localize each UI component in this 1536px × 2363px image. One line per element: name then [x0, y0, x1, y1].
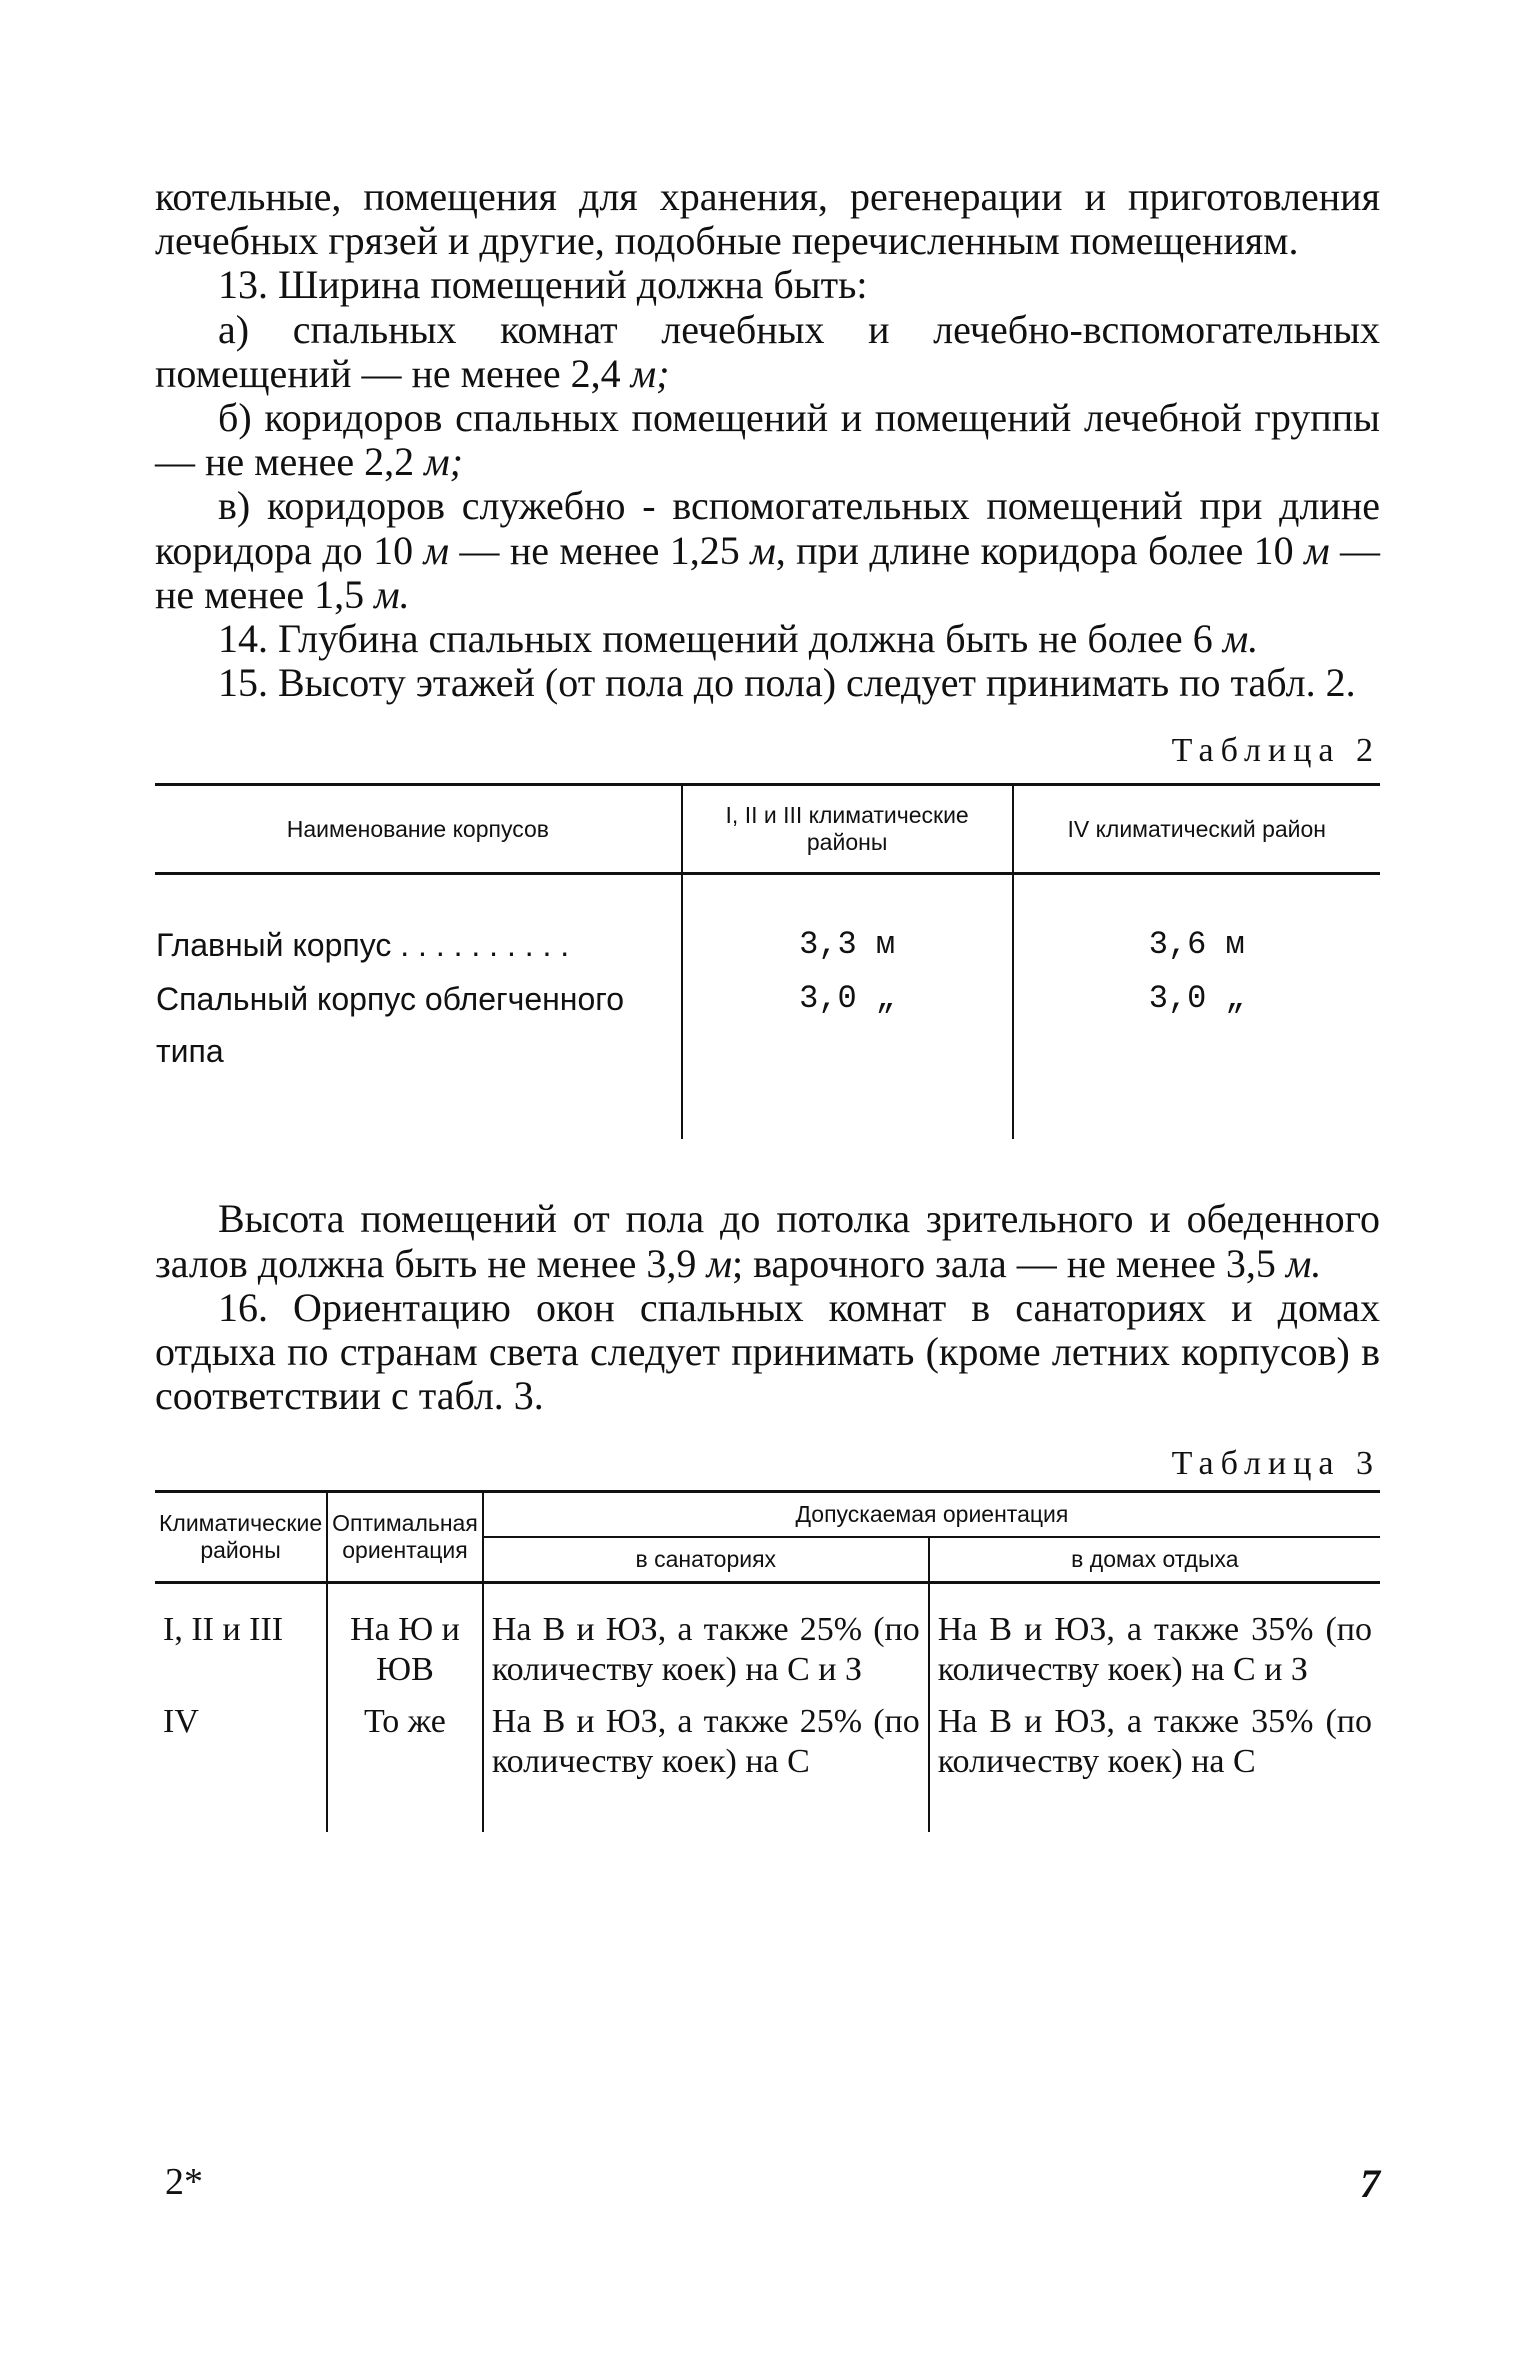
- table-2-header-regions-1-3: I, II и III климатические районы: [682, 785, 1013, 874]
- table-3-header-rest-home: в домах отдыха: [929, 1537, 1380, 1583]
- paragraph-15: 15. Высоту этажей (от пола до пола) следует принимать по табл. 2.: [218, 660, 1356, 706]
- table-3: [155, 1490, 1380, 1832]
- table-2-cell-name: Спальный корпус облегченного типа: [156, 981, 625, 1070]
- table-2-cell-value: 3,0 „: [1013, 972, 1381, 1139]
- table-2-caption: Таблица 2: [1171, 732, 1380, 770]
- table-3-header-sanatorium: в санаториях: [483, 1537, 929, 1583]
- table-row: [155, 1583, 1380, 1697]
- table-3-caption: Таблица 3: [1171, 1445, 1380, 1483]
- page-footer: [155, 2160, 1380, 2210]
- table-3-cell-optimal: То же: [327, 1696, 483, 1832]
- table-3-header-optimal: Оптимальная ориентация: [327, 1492, 483, 1583]
- table-3-cell-rest-home: На В и ЮЗ, а также 35% (по количеству коек) на С и З: [929, 1583, 1380, 1697]
- paragraph-14: 14. Глубина спальных помещений должна быть не более 6 м.: [218, 616, 1259, 662]
- table-2-cell-value: 3,6 м: [1013, 874, 1381, 973]
- paragraph-height: Высота помещений от пола до потолка зрительного и обеденного залов должна быть не менее 3,9 м; варочного зала — не менее 3,5 м.: [155, 1196, 1380, 1286]
- table-row: [155, 1696, 1380, 1832]
- table-2-header-name: Наименование корпусов: [286, 815, 549, 842]
- table-2-cell-value: 3,0 „: [682, 972, 1013, 1139]
- paragraph-13: 13. Ширина помещений должна быть:: [218, 262, 868, 308]
- table-row: [155, 972, 1380, 1139]
- table-3-cell-rest-home: На В и ЮЗ, а также 35% (по количеству коек) на С: [929, 1696, 1380, 1832]
- table-2: [155, 783, 1380, 1139]
- table-3-cell-region: I, II и III: [163, 1611, 284, 1649]
- page-number: 7: [1360, 2161, 1380, 2206]
- page-content: [155, 175, 1380, 1832]
- table-2-header-region-4: IV климатический район: [1013, 785, 1381, 874]
- table-3-cell-sanatorium: На В и ЮЗ, а также 25% (по количеству коек) на С: [483, 1696, 929, 1832]
- table-2-cell-name: Главный корпус . . . . . . . . . .: [156, 927, 570, 964]
- table-3-cell-optimal: На Ю и ЮВ: [327, 1583, 483, 1697]
- table-2-cell-value: 3,3 м: [682, 874, 1013, 973]
- signature-mark: 2*: [165, 2161, 203, 2203]
- paragraph-16: 16. Ориентацию окон спальных комнат в санаториях и домах отдыха по странам света следует принимать (кроме летних корпусов) в соответствии с табл. 3.: [155, 1284, 1380, 1419]
- table-row: [155, 874, 1380, 973]
- paragraph-continuation: котельные, помещения для хранения, регенерации и приготовления лечебных грязей и другие, подобные перечисленным помещениям.: [155, 174, 1380, 264]
- paragraph-13b: б) коридоров спальных помещений и помещений лечебной группы — не менее 2,2 м;: [155, 395, 1380, 485]
- paragraph-13a: а) спальных комнат лечебных и лечебно-вспомогательных помещений — не менее 2,4 м;: [155, 306, 1380, 396]
- table-3-cell-region: IV: [163, 1703, 199, 1741]
- paragraph-13v: в) коридоров служебно - вспомогательных помещений при длине коридора до 10 м — не менее 1,25 м, при длине коридора более 10 м — не менее 1,5 м.: [155, 483, 1380, 617]
- table-3-header-regions: Климатические районы: [159, 1510, 323, 1564]
- table-3-header-allowed: Допускаемая ориентация: [483, 1492, 1380, 1538]
- table-3-cell-sanatorium: На В и ЮЗ, а также 25% (по количеству коек) на С и З: [483, 1583, 929, 1697]
